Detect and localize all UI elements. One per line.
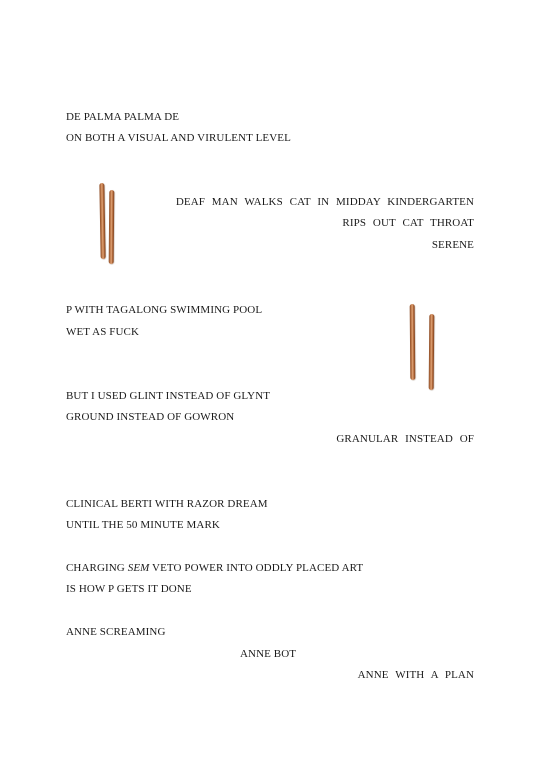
- copper-stick-image: [109, 190, 115, 264]
- poem-line: IS HOW P GETS IT DONE: [66, 583, 192, 595]
- poem-line: ON BOTH A VISUAL AND VIRULENT LEVEL: [66, 132, 291, 144]
- poem-text: CHARGING: [66, 562, 128, 574]
- poem-line: [66, 561, 363, 575]
- poem-line: ANNE BOT: [240, 648, 297, 660]
- poem-line: GRANULAR INSTEAD OF: [336, 433, 474, 445]
- poem-text: VETO POWER INTO ODDLY PLACED ART: [149, 562, 364, 574]
- poem-line: DEAF MAN WALKS CAT IN MIDDAY KINDERGARTEN: [175, 196, 474, 208]
- poem-line: GROUND INSTEAD OF GOWRON: [66, 411, 235, 423]
- poem-line: P WITH TAGALONG SWIMMING POOL: [66, 304, 263, 316]
- poem-line: ANNE WITH A PLAN: [357, 669, 474, 681]
- poem-line: SERENE: [431, 239, 474, 251]
- poem-line: RIPS OUT CAT THROAT: [342, 217, 474, 229]
- emphasized-word: SEM: [127, 562, 150, 574]
- poem-line: UNTIL THE 50 MINUTE MARK: [66, 519, 220, 531]
- copper-stick-image: [429, 314, 435, 390]
- poem-line: ANNE SCREAMING: [66, 626, 166, 638]
- poem-line: CLINICAL BERTI WITH RAZOR DREAM: [66, 498, 268, 510]
- poem-line: DE PALMA PALMA DE: [66, 111, 180, 123]
- poem-line: WET AS FUCK: [66, 326, 140, 338]
- copper-stick-image: [410, 304, 416, 380]
- poem-line: BUT I USED GLINT INSTEAD OF GLYNT: [66, 390, 271, 402]
- copper-stick-image: [99, 183, 105, 259]
